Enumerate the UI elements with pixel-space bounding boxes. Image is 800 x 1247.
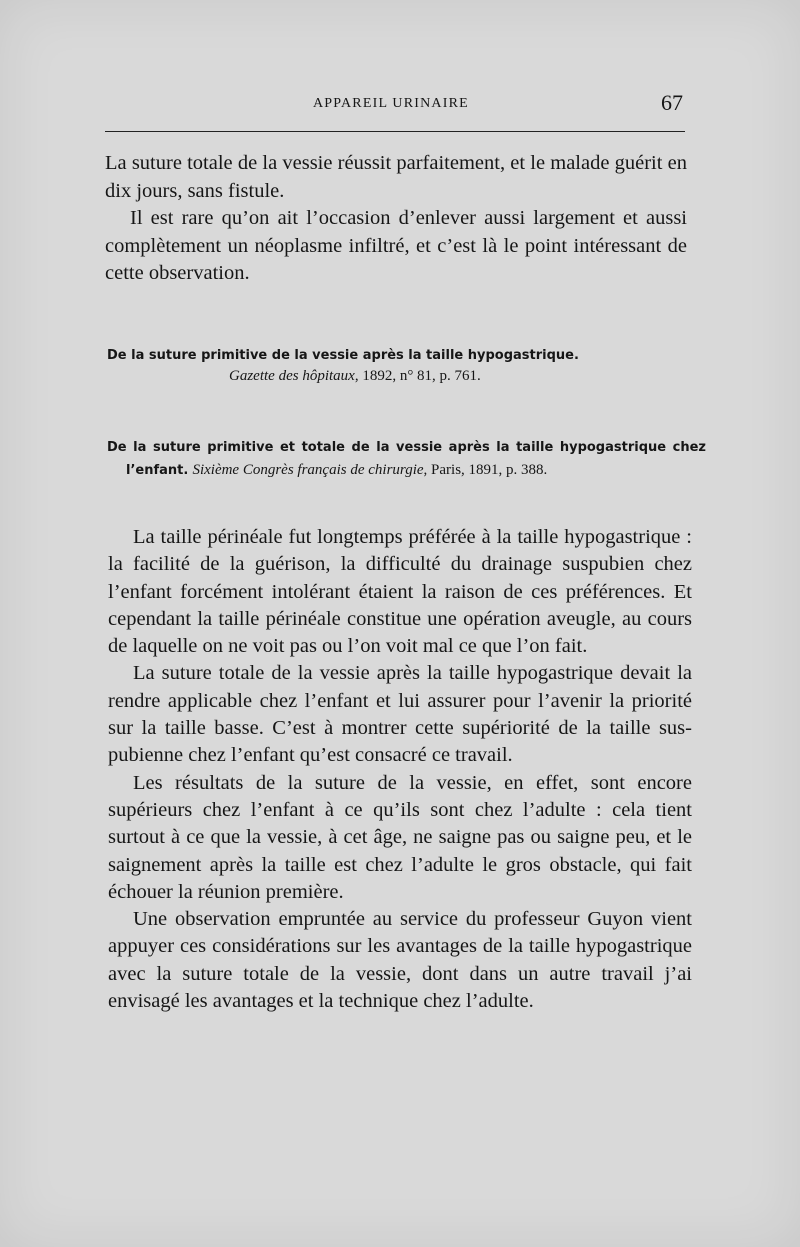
reference-1-source xyxy=(107,366,687,386)
page-number: 67 xyxy=(661,90,683,115)
running-head: APPAREIL URINAIRE xyxy=(313,96,469,111)
intro-text xyxy=(105,150,687,288)
reference-2 xyxy=(107,436,706,482)
reference-2-source xyxy=(192,462,547,478)
body-paragraph-2: La suture totale de la vessie après la taille hypogastrique devait la rendre applicable chez l’enfant et lui assurer pour l’avenir la priorité sur la taille basse. C’est à montrer cette supériorité de la taille sus-pubienne chez l’enfant qu’est consacré ce travail. xyxy=(108,662,692,767)
body-paragraph-4: Une observation empruntée au service du professeur Guyon vient appuyer ces considérations sur les avantages de la taille hypogastrique avec la suture totale de la vessie, dont dans un autre travail j’ai envisagé les avantages et la technique chez l’adulte. xyxy=(108,908,692,1013)
header-rule xyxy=(105,131,685,132)
reference-2-title: De la suture primitive et totale de la vessie après la taille hypogastrique chez l’enfant. xyxy=(107,440,706,478)
intro-paragraph-2: Il est rare qu’on ait l’occasion d’enlever aussi largement et aussi complètement un néoplasme infiltré, et c’est là le point intéressant de cette observation. xyxy=(105,207,687,284)
reference-2-journal: Sixième Congrès français de chirurgie xyxy=(192,462,424,478)
intro-paragraph-1: La suture totale de la vessie réussit parfaitement, et le malade guérit en dix jours, sans fistule. xyxy=(105,152,687,202)
reference-1-title: De la suture primitive de la vessie après la taille hypogastrique. xyxy=(107,348,579,363)
reference-1 xyxy=(107,346,687,386)
reference-2-details: , Paris, 1891, p. 388. xyxy=(423,462,548,478)
body-paragraph-1: La taille périnéale fut longtemps préférée à la taille hypogastrique : la facilité de la guérison, la difficulté du drainage suspubien chez l’enfant forcément intolérant étaient la raison de ces préférences. Et cependant la taille périnéale constitue une opération aveugle, au cours de laquelle on ne voit pas ou l’on voit mal ce que l’on fait. xyxy=(108,526,692,658)
reference-1-details: , 1892, n° 81, p. 761. xyxy=(354,368,481,384)
body-text xyxy=(108,524,692,1015)
body-paragraph-3: Les résultats de la suture de la vessie, en effet, sont encore supérieurs chez l’enfant à ce qu’ils sont chez l’adulte : cela tient surtout à ce que la vessie, à cet âge, ne saigne pas ou saigne peu, et le saignement après la taille est chez l’adulte le gros obstacle, qui fait échouer la réunion première. xyxy=(108,771,692,903)
reference-1-journal: Gazette des hôpitaux xyxy=(229,368,355,384)
